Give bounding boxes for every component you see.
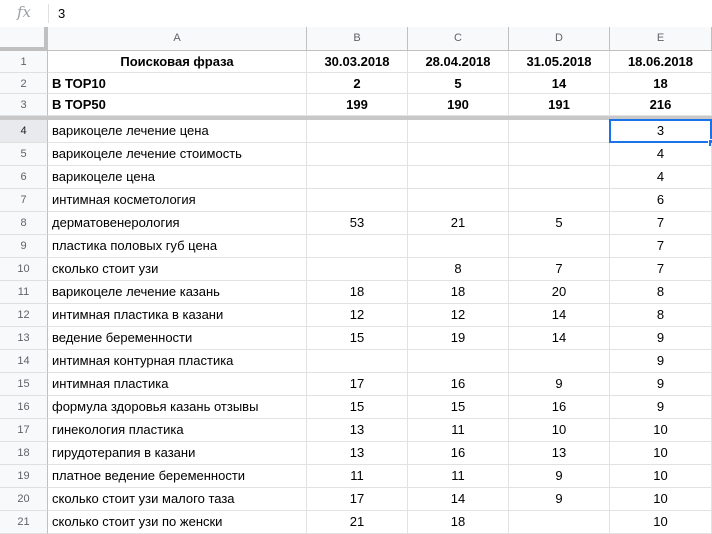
cell-c7[interactable]: [408, 189, 509, 212]
cell-b10[interactable]: [307, 258, 408, 281]
cell-e18[interactable]: 10: [610, 442, 712, 465]
cell-c5[interactable]: [408, 143, 509, 166]
row-header-3[interactable]: 3: [0, 94, 48, 116]
row-header-5[interactable]: 5: [0, 143, 48, 166]
cell-e7[interactable]: 6: [610, 189, 712, 212]
cell-a10[interactable]: сколько стоит узи: [48, 258, 307, 281]
row-header-10[interactable]: 10: [0, 258, 48, 281]
cell-b16[interactable]: 15: [307, 396, 408, 419]
row-header-17[interactable]: 17: [0, 419, 48, 442]
cell-c14[interactable]: [408, 350, 509, 373]
cell-b2[interactable]: 2: [307, 73, 408, 94]
cell-b15[interactable]: 17: [307, 373, 408, 396]
cell-a6[interactable]: варикоцеле цена: [48, 166, 307, 189]
cell-e6[interactable]: 4: [610, 166, 712, 189]
cell-b9[interactable]: [307, 235, 408, 258]
cell-a11[interactable]: варикоцеле лечение казань: [48, 281, 307, 304]
cell-d2[interactable]: 14: [509, 73, 610, 94]
cell-b19[interactable]: 11: [307, 465, 408, 488]
cell-b5[interactable]: [307, 143, 408, 166]
cell-a3[interactable]: В ТОР50: [48, 94, 307, 116]
column-header-b[interactable]: B: [307, 27, 408, 51]
cell-a13[interactable]: ведение беременности: [48, 327, 307, 350]
cell-d1[interactable]: 31.05.2018: [509, 51, 610, 73]
cell-e13[interactable]: 9: [610, 327, 712, 350]
cell-d12[interactable]: 14: [509, 304, 610, 327]
cell-c3[interactable]: 190: [408, 94, 509, 116]
cell-e14[interactable]: 9: [610, 350, 712, 373]
row-header-20[interactable]: 20: [0, 488, 48, 511]
cell-a5[interactable]: варикоцеле лечение стоимость: [48, 143, 307, 166]
row-header-11[interactable]: 11: [0, 281, 48, 304]
cell-b3[interactable]: 199: [307, 94, 408, 116]
cell-d18[interactable]: 13: [509, 442, 610, 465]
cell-a15[interactable]: интимная пластика: [48, 373, 307, 396]
column-header-c[interactable]: C: [408, 27, 509, 51]
cell-c20[interactable]: 14: [408, 488, 509, 511]
cell-c15[interactable]: 16: [408, 373, 509, 396]
formula-bar-divider: [48, 4, 49, 23]
cell-a16[interactable]: формула здоровья казань отзывы: [48, 396, 307, 419]
cell-a2[interactable]: В ТОР10: [48, 73, 307, 94]
formula-bar: [0, 0, 712, 28]
cell-a14[interactable]: интимная контурная пластика: [48, 350, 307, 373]
cell-a9[interactable]: пластика половых губ цена: [48, 235, 307, 258]
row-header-16[interactable]: 16: [0, 396, 48, 419]
cell-e1[interactable]: 18.06.2018: [610, 51, 712, 73]
cell-d17[interactable]: 10: [509, 419, 610, 442]
selected-cell-outline: [609, 119, 712, 143]
cell-b4[interactable]: [307, 120, 408, 143]
row-header-1[interactable]: 1: [0, 51, 48, 73]
cell-a1[interactable]: Поисковая фраза: [48, 51, 307, 73]
row-header-12[interactable]: 12: [0, 304, 48, 327]
cell-d16[interactable]: 16: [509, 396, 610, 419]
cell-c1[interactable]: 28.04.2018: [408, 51, 509, 73]
cell-d21[interactable]: [509, 511, 610, 534]
cell-a17[interactable]: гинекология пластика: [48, 419, 307, 442]
cell-a20[interactable]: сколько стоит узи малого таза: [48, 488, 307, 511]
cell-b6[interactable]: [307, 166, 408, 189]
cell-e2[interactable]: 18: [610, 73, 712, 94]
row-header-4[interactable]: 4: [0, 120, 48, 143]
cell-c18[interactable]: 16: [408, 442, 509, 465]
row-header-7[interactable]: 7: [0, 189, 48, 212]
cell-b21[interactable]: 21: [307, 511, 408, 534]
column-header-d[interactable]: D: [509, 27, 610, 51]
cell-c17[interactable]: 11: [408, 419, 509, 442]
cell-d6[interactable]: [509, 166, 610, 189]
cell-c21[interactable]: 18: [408, 511, 509, 534]
cell-a21[interactable]: сколько стоит узи по женски: [48, 511, 307, 534]
row-header-13[interactable]: 13: [0, 327, 48, 350]
cell-e15[interactable]: 9: [610, 373, 712, 396]
cell-e21[interactable]: 10: [610, 511, 712, 534]
cell-b12[interactable]: 12: [307, 304, 408, 327]
select-all-corner[interactable]: [0, 27, 48, 51]
cell-e3[interactable]: 216: [610, 94, 712, 116]
cell-d8[interactable]: 5: [509, 212, 610, 235]
cell-e5[interactable]: 4: [610, 143, 712, 166]
cell-a4[interactable]: варикоцеле лечение цена: [48, 120, 307, 143]
column-header-a[interactable]: A: [48, 27, 307, 51]
row-header-9[interactable]: 9: [0, 235, 48, 258]
fx-icon: fx: [17, 3, 32, 21]
cell-d4[interactable]: [509, 120, 610, 143]
row-header-21[interactable]: 21: [0, 511, 48, 534]
cell-d13[interactable]: 14: [509, 327, 610, 350]
column-header-e[interactable]: E: [610, 27, 712, 51]
cell-c16[interactable]: 15: [408, 396, 509, 419]
cell-b13[interactable]: 15: [307, 327, 408, 350]
cell-e8[interactable]: 7: [610, 212, 712, 235]
cell-e20[interactable]: 10: [610, 488, 712, 511]
cell-e19[interactable]: 10: [610, 465, 712, 488]
cell-b20[interactable]: 17: [307, 488, 408, 511]
cell-e12[interactable]: 8: [610, 304, 712, 327]
cell-e4[interactable]: 3: [610, 120, 712, 143]
cell-c10[interactable]: 8: [408, 258, 509, 281]
row-header-8[interactable]: 8: [0, 212, 48, 235]
cell-b14[interactable]: [307, 350, 408, 373]
cell-e11[interactable]: 8: [610, 281, 712, 304]
cell-b17[interactable]: 13: [307, 419, 408, 442]
row-header-15[interactable]: 15: [0, 373, 48, 396]
row-header-2[interactable]: 2: [0, 73, 48, 94]
cell-a7[interactable]: интимная косметология: [48, 189, 307, 212]
cell-e10[interactable]: 7: [610, 258, 712, 281]
cell-c9[interactable]: [408, 235, 509, 258]
cell-c8[interactable]: 21: [408, 212, 509, 235]
cell-c12[interactable]: 12: [408, 304, 509, 327]
cell-b7[interactable]: [307, 189, 408, 212]
cell-c11[interactable]: 18: [408, 281, 509, 304]
cell-a8[interactable]: дерматовенерология: [48, 212, 307, 235]
cell-d5[interactable]: [509, 143, 610, 166]
cell-d11[interactable]: 20: [509, 281, 610, 304]
row-header-19[interactable]: 19: [0, 465, 48, 488]
cell-e17[interactable]: 10: [610, 419, 712, 442]
cell-d15[interactable]: 9: [509, 373, 610, 396]
cell-d20[interactable]: 9: [509, 488, 610, 511]
cell-c6[interactable]: [408, 166, 509, 189]
cell-e9[interactable]: 7: [610, 235, 712, 258]
cell-c13[interactable]: 19: [408, 327, 509, 350]
cell-b8[interactable]: 53: [307, 212, 408, 235]
cell-c19[interactable]: 11: [408, 465, 509, 488]
cell-c4[interactable]: [408, 120, 509, 143]
cell-c2[interactable]: 5: [408, 73, 509, 94]
cell-a18[interactable]: гирудотерапия в казани: [48, 442, 307, 465]
row-header-6[interactable]: 6: [0, 166, 48, 189]
cell-d7[interactable]: [509, 189, 610, 212]
cell-a12[interactable]: интимная пластика в казани: [48, 304, 307, 327]
cell-d3[interactable]: 191: [509, 94, 610, 116]
cell-b18[interactable]: 13: [307, 442, 408, 465]
cell-b1[interactable]: 30.03.2018: [307, 51, 408, 73]
cell-d14[interactable]: [509, 350, 610, 373]
cell-d10[interactable]: 7: [509, 258, 610, 281]
row-header-14[interactable]: 14: [0, 350, 48, 373]
cell-e16[interactable]: 9: [610, 396, 712, 419]
cell-a19[interactable]: платное ведение беременности: [48, 465, 307, 488]
formula-input[interactable]: 3: [58, 6, 66, 21]
row-header-18[interactable]: 18: [0, 442, 48, 465]
cell-d9[interactable]: [509, 235, 610, 258]
cell-d19[interactable]: 9: [509, 465, 610, 488]
cell-b11[interactable]: 18: [307, 281, 408, 304]
